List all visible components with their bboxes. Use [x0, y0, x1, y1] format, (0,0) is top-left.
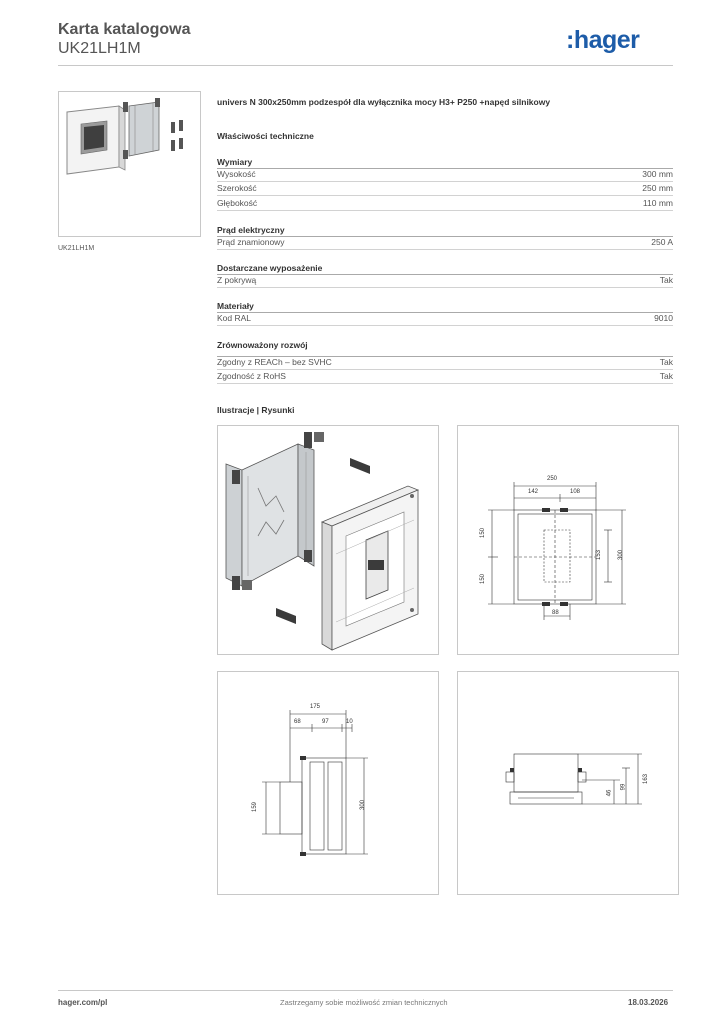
footer-date: 18.03.2026: [628, 998, 669, 1007]
illustration-exploded-view: [217, 425, 439, 655]
dim-height-inner: 153: [596, 549, 603, 561]
section-title-materialy: Materiały: [217, 301, 254, 311]
row-label: Z pokrywą: [217, 275, 257, 285]
row-label: Zgodny z REACh – bez SVHC: [217, 357, 332, 367]
product-photo-icon: [59, 92, 200, 236]
illustrations-title: Ilustracje | Rysunki: [217, 405, 295, 415]
dim-height-top: 150: [480, 527, 487, 539]
section-title-prad: Prąd elektryczny: [217, 225, 285, 235]
section-title-rozwoj: Zrównoważony rozwój: [217, 340, 308, 350]
product-code: UK21LH1M: [58, 40, 141, 57]
table-row: [217, 168, 673, 182]
dim-height-total: 163: [643, 773, 650, 785]
illustration-front-drawing: [457, 425, 679, 655]
table-row: [217, 183, 673, 196]
row-label: Wysokość: [217, 169, 256, 179]
row-value: Tak: [659, 275, 673, 285]
illustration-top-drawing: [457, 671, 679, 895]
dim-height-total: 300: [618, 549, 625, 561]
dim-height-small: 46: [606, 789, 613, 797]
footer-url[interactable]: hager.com/pl: [58, 998, 108, 1007]
dim-width-bottom: 88: [552, 610, 559, 616]
photo-caption: UK21LH1M: [58, 245, 95, 252]
illustration-side-drawing: [217, 671, 439, 895]
footer-note: Zastrzegamy sobie możliwość zmian technicznych: [280, 998, 448, 1007]
footer-divider: [58, 990, 673, 991]
row-value: Tak: [659, 357, 673, 367]
dim-width-right: 108: [570, 489, 581, 495]
front-dimension-drawing: [458, 426, 678, 654]
dim-height-bottom: 150: [480, 573, 487, 585]
product-photo: [58, 91, 201, 237]
dim-height-left: 159: [252, 801, 259, 813]
table-row: [217, 371, 673, 384]
row-value: 250 A: [651, 237, 673, 247]
hager-logo: :hager: [566, 26, 640, 54]
dim-height-mid: 99: [620, 783, 627, 791]
document-title: Karta katalogowa: [58, 21, 191, 38]
dim-depth-a: 68: [294, 719, 301, 725]
row-label: Zgodność z RoHS: [217, 371, 286, 381]
dim-height-total: 300: [360, 799, 367, 811]
row-value: 9010: [654, 313, 673, 323]
table-row: [217, 236, 673, 250]
row-value: 250 mm: [642, 183, 673, 193]
table-row: [217, 274, 673, 288]
table-row: [217, 312, 673, 326]
dim-depth-b: 97: [322, 719, 329, 725]
dim-depth-total: 175: [310, 704, 321, 710]
table-row: [217, 356, 673, 370]
side-dimension-drawing: [218, 672, 438, 894]
tech-properties-title: Właściwości techniczne: [217, 131, 314, 141]
table-row: [217, 198, 673, 211]
row-label: Szerokość: [217, 183, 257, 193]
section-title-wymiary: Wymiary: [217, 157, 253, 167]
row-label: Prąd znamionowy: [217, 237, 285, 247]
exploded-assembly-icon: [218, 426, 438, 654]
section-title-wyposazenie: Dostarczane wyposażenie: [217, 263, 323, 273]
header-divider: [58, 65, 673, 66]
dim-width-total: 250: [547, 476, 558, 482]
row-label: Głębokość: [217, 198, 258, 208]
dim-width-left: 142: [528, 489, 539, 495]
row-value: 110 mm: [642, 198, 673, 208]
row-label: Kod RAL: [217, 313, 252, 323]
row-value: 300 mm: [642, 169, 673, 179]
row-value: Tak: [659, 371, 673, 381]
dim-depth-c: 10: [346, 719, 353, 725]
product-description: univers N 300x250mm podzespół dla wyłącznika mocy H3+ P250 +napęd silnikowy: [217, 97, 551, 107]
